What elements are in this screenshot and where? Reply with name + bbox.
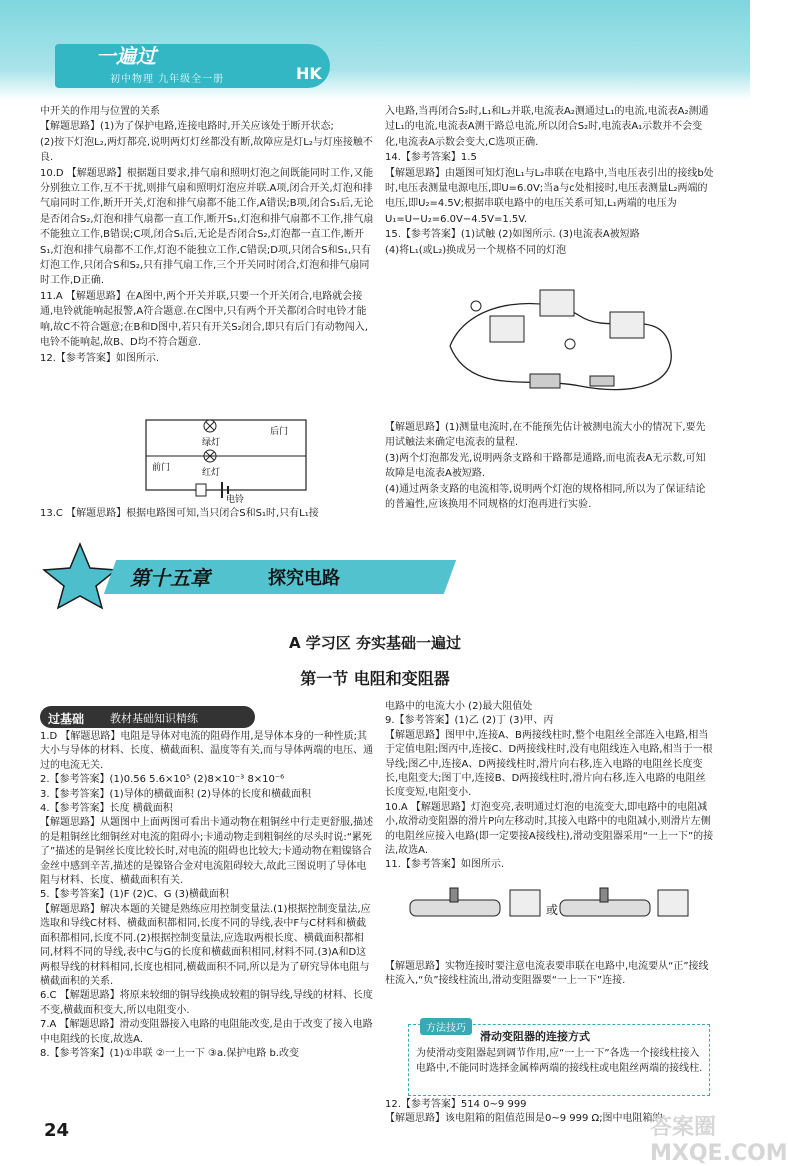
basics-tag-name: 过基础 [48,712,85,726]
zone-title: A 学习区 夯实基础一遍过 [288,634,462,652]
paragraph: (4)将L₁(或L₂)换成另一个规格不同的灯泡 [385,244,567,256]
right-bottom-column [385,700,715,873]
paragraph: 10.D 【解题思路】根据题目要求,排气扇和照明灯泡之间既能同时工作,又能分别独立工作,互不干扰,则排气扇和照明灯泡应并联.A项,闭合开关,灯泡和排气扇同时工作,断开开关,灯泡和排气扇都不能工作,A错误;B项,闭合S₁后,无论是否闭合S₂,灯泡和排气扇都一直工作,断开S₁,灯泡和排气扇都不工作,排气扇不能独立工作,B错误;C项,闭合S₁后,无论是否闭合S₂,灯泡都一直工作,断开S₁,灯泡和排气扇都不工作,灯泡不能独立工作,C错误;D项,只闭合S和S₁,只有灯泡工作,只闭合S和S₂,只有排气扇工作,三个开关同时闭合,灯泡和排气扇同时工作,D正确. [40,167,374,287]
paragraph: (2)按下灯泡L₂,两灯都亮,说明两灯灯丝都没有断,故障应是灯L₂与灯座接触不良. [40,136,373,164]
paragraph: 【解题思路】该电阻箱的阻值范围是0~9 999 Ω;图中电阻箱的 [385,1113,663,1125]
paragraph: 【解题思路】图甲中,连接A、B两接线柱时,整个电阻丝全部连入电路,相当于定值电阻;图丙中,连接C、D两接线柱时,没有电阻线连入电路,相当于一根导线;图乙中,连接A、D两接线柱时,滑片向右移,连入电路的电阻丝长度变长,电阻变大;图丁中,连接B、D两接线柱时,滑片向右移,连入电路的电阻丝长度变短,电阻变小. [385,729,713,799]
paragraph: 5.【参考答案】(1)F (2)C、G (3)横截面积 [40,889,229,901]
paragraph: 7.A 【解题思路】滑动变阻器接入电路的电阻能改变,是由于改变了接入电路中电阻线的长度,故选A. [40,1019,373,1045]
paragraph: (4)通过两条支路的电流相等,说明两个灯泡的规格相同,所以为了保证结论的普遍性,应该换用不同规格的灯泡再进行实验. [385,483,706,511]
header-edition: HK [296,64,322,83]
chapter-number: 第十五章 [130,566,210,590]
paragraph: 12.【参考答案】如图所示. [40,352,160,364]
right-top-column [385,104,715,258]
method-text: 为使滑动变阻器起到调节作用,应“一上一下”各选一个接线柱接入电路中,不能同时选择金属棒两端的接线柱或电阻丝两端的接线柱. [416,1048,703,1074]
paragraph: 【解题思路】(1)为了保护电路,连接电路时,开关应该处于断开状态; [40,121,334,133]
paragraph: 【解题思路】从题图中上面两图可看出卡通动物在粗铜丝中行走更舒服,描述的是粗铜丝比细铜丝对电流的阻碍小;卡通动物走到粗铜丝的尽头时说:“累死了”描述的是铜丝长度比较长时,对电流的阻碍也比较大;卡通动物在粗镍铬合金丝中感到辛苦,描述的是镍铬合金对电流阻碍较大,故此三图说明了导体电阻与材料、长度、横截面积有关. [40,817,374,887]
paragraph: 14.【参考答案】1.5 [385,152,477,164]
paragraph: 入电路,当再闭合S₂时,L₁和L₂并联,电流表A₂测通过L₁的电流,电流表A₂测通过L₁的电流,电流表A测干路总电流,所以闭合S₂时,电流表A₁示数并不会变化,电流表A示数会变大,C选项正确. [385,106,709,148]
paragraph: 13.C 【解题思路】根据电路图可知,当只闭合S和S₁时,只有L₁接 [40,508,319,519]
paragraph: 【解题思路】由题图可知灯泡L₁与L₂串联在电路中,当电压表引出的接线b处时,电压表测量电源电压,即U=6.0V;当a与c处相接时,电压表测量L₂两端的电压,即U₂=4.5V;根据串联电路中的电压关系可知,L₁两端的电压为U₁=U−U₂=6.0V−4.5V=1.5V. [385,167,714,225]
page-number: 24 [44,1120,70,1141]
paragraph: (3)两个灯泡都发光,说明两条支路和干路都是通路,而电流表A无示数,可知故障是电流表A被短路. [385,452,706,480]
paragraph: 11.【参考答案】如图所示. [385,859,505,871]
bell-label: 电铃 [226,494,245,504]
paragraph: 1.D 【解题思路】电阻是导体对电流的阻碍作用,是导体本身的一种性质;其大小与导体的材料、长度、横截面积、温度等有关,而与导体两端的电压、通过的电流无关. [40,731,374,771]
paragraph: 【解题思路】(1)测量电流时,在不能预先估计被测电流大小的情况下,要先用试触法来确定电流表的量程. [385,422,706,449]
paragraph: 11.A 【解题思路】在A图中,两个开关并联,只要一个开关闭合,电路就会接通,电铃就能响起报警,A符合题意.在C图中,只有两个开关都闭合时电铃才能响,故C不符合题意;在B和D图中,若只有开关S₂闭合,即只有后门有动物闯入,电铃不能响起,故B、D均不符合题意. [40,290,368,349]
header-title: 一遍过 [96,44,156,68]
right-mid-column [385,420,715,512]
method-tag: 方法技巧 [420,1018,472,1035]
paragraph: 3.【参考答案】(1)导体的横截面积 (2)导体的长度和横截面积 [40,788,312,800]
left-bottom-column [40,730,375,1061]
left-top-column [40,104,375,366]
paragraph: 10.A 【解题思路】灯泡变亮,表明通过灯泡的电流变大,即电路中的电阻减小,故滑动变阻器的滑片P向左移动时,其接入电路中的电阻减小,则滑片左侧的电阻丝应接入电路(即一定要接A接线柱),滑动变阻器采用“一上一下”的接法,故选A. [385,801,714,857]
paragraph: 2.【参考答案】(1)0.56 5.6×10⁵ (2)8×10⁻³ 8×10⁻⁶ [40,774,285,786]
paragraph: 4.【参考答案】长度 横截面积 [40,803,173,815]
paragraph: 【解题思路】解决本题的关键是熟练应用控制变量法.(1)根据控制变量法,应选取和导线C材料、横截面积都相同,长度不同的导线,表中F与C材料和横截面积都相同,长度不同.(2)根据控制变量法,应选取两根长度、横截面积都相同,材料不同的导线,表中C与G的长度和横截面积相同,材料不同.(3)A和D这两根导线的材料相同,长度也相同,横截面积不同,所以是为了研究导体电阻与横截面积的关系. [40,903,371,987]
front-door-label: 前门 [152,462,171,472]
paragraph: 12.【参考答案】514 0~9 999 [385,1099,527,1110]
green-lamp-label: 绿灯 [202,437,221,447]
star-icon [40,540,120,610]
basics-tag [40,706,255,728]
paragraph: 【解题思路】实物连接时要注意电流表要串联在电路中,电流要从“正”接线柱流入,“负”接线柱流出,滑动变阻器要“一上一下”连接. [385,961,709,987]
red-lamp-label: 红灯 [202,467,221,477]
left-q13 [40,506,375,521]
ammeter-circuit-illustration [430,286,690,406]
back-door-label: 后门 [270,426,289,436]
paragraph: 中开关的作用与位置的关系 [40,106,160,117]
rheostat-illustration [400,880,700,940]
header-subtitle: 初中物理 九年级全一册 [110,74,225,85]
method-title: 滑动变阻器的连接方式 [480,1030,590,1043]
paragraph: 9.【参考答案】(1)乙 (2)丁 (3)甲、丙 [385,715,554,727]
alarm-circuit-diagram [130,410,330,502]
or-label: 或 [546,903,559,917]
chapter-title: 探究电路 [268,568,340,589]
section-title: 第一节 电阻和变阻器 [300,669,450,688]
paragraph: 15.【参考答案】(1)试触 (2)如图所示. (3)电流表A被短路 [385,229,640,241]
paragraph: 6.C 【解题思路】将原来较细的铜导线换成较粗的铜导线,导线的材料、长度不变,横截面积变大,所以电阻变小. [40,990,373,1016]
right-q11-explain [385,960,715,989]
watermark: 答案圈 MXQE.COM [650,1115,788,1166]
basics-tag-desc: 教材基础知识精练 [110,712,198,725]
paragraph: 电路中的电流大小 (2)最大阻值处 [385,701,533,712]
paragraph: 8.【参考答案】(1)①串联 ②一上一下 ③a.保护电路 b.改变 [40,1047,299,1059]
